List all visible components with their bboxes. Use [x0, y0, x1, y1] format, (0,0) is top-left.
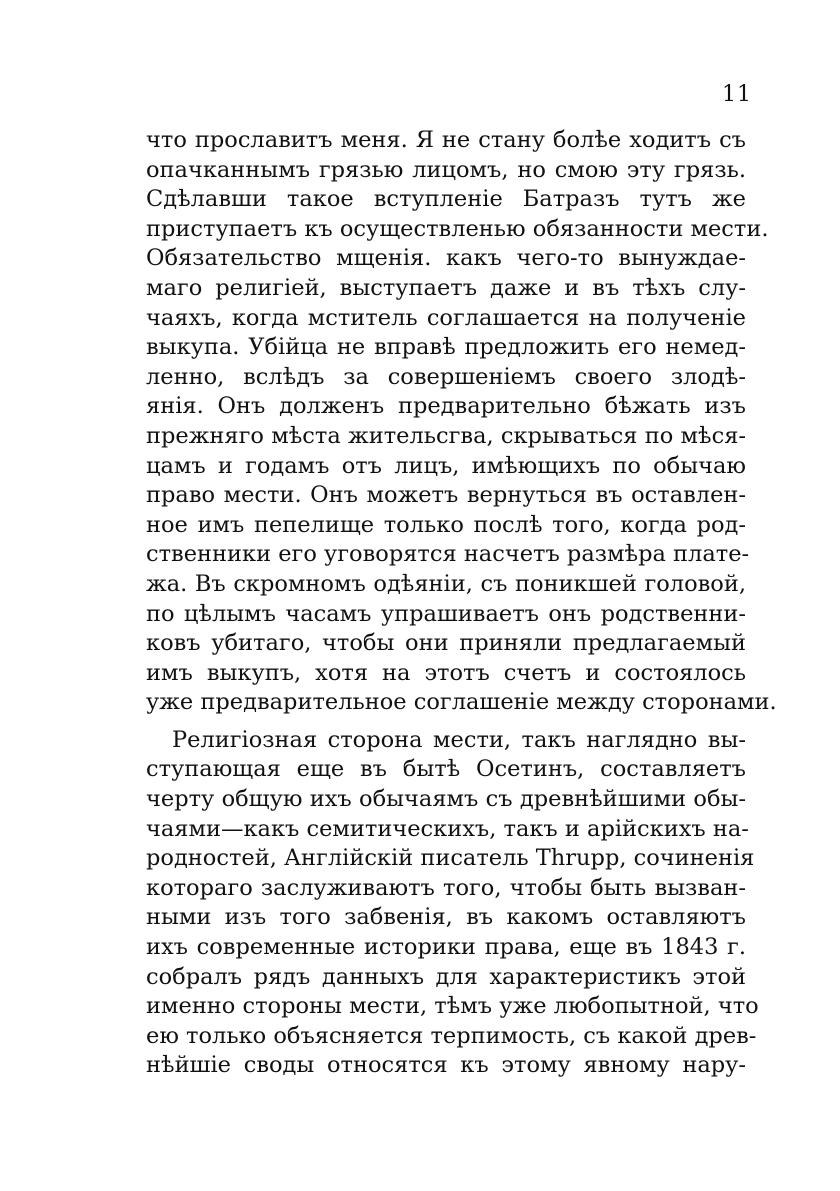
text-line: по цѣлымъ часамъ упрашиваетъ онъ родственни- [146, 600, 746, 627]
paragraph-2 [146, 726, 759, 1081]
text-line: ленно, вслѣдъ за совершеніемъ своего злодѣ- [146, 363, 746, 390]
text-line: собралъ рядъ данныхъ для характеристикъ этой [146, 963, 746, 990]
text-line: цамъ и годамъ отъ лицъ, имѣющихъ по обычаю [146, 452, 746, 479]
text-line: ступающая еще въ бытѣ Осетинъ, составляетъ [146, 756, 746, 783]
text-line: выкупа. Убійца не вправѣ предложить его немед- [146, 334, 746, 361]
text-line: ственники его уговорятся насчетъ размѣра плате- [146, 541, 750, 568]
text-line: нѣйшіе своды относятся къ этому явному нару- [146, 1052, 746, 1079]
text-line: Религіозная сторона мести, такъ наглядно вы- [172, 726, 746, 753]
text-line: ихъ современные историки права, еще въ 1843 г. [146, 934, 746, 961]
text-line: ными изъ того забвенія, въ какомъ оставляютъ [146, 904, 746, 931]
text-line: родностей, Англійскій писатель Thrupp, сочиненія [146, 845, 755, 872]
text-line: жа. Въ скромномъ одѣяніи, съ поникшей головой, [146, 570, 746, 597]
text-line: уже предварительное соглашеніе между сторонами. [146, 689, 777, 716]
text-line: приступаетъ къ осуществленью обязанности мести. [146, 215, 769, 242]
text-line: ею только объясняется терпимость, съ какой древ- [146, 1022, 757, 1049]
text-line: именно стороны мести, тѣмъ уже любопытной, что [146, 993, 759, 1020]
body-text [146, 126, 777, 1081]
text-line: Обязательство мщенія. какъ чего-то вынуждае- [146, 245, 746, 272]
text-line: ное имъ пепелище только послѣ того, когда род- [146, 511, 746, 538]
text-line: котораго заслуживаютъ того, чтобы быть вызван- [146, 874, 746, 901]
text-line: чаяхъ, когда мститель соглашается на полученіе [146, 304, 746, 331]
text-line: что прославитъ меня. Я не стану болѣе ходитъ съ [146, 127, 746, 153]
paragraph-gap [146, 718, 746, 726]
text-line: имъ выкупъ, хотя на этотъ счетъ и состоялось [146, 659, 746, 686]
text-line: ковъ убитаго, чтобы они приняли предлагаемый [146, 630, 746, 657]
paragraph-1 [146, 126, 777, 718]
text-line: прежняго мѣста жительсгва, скрываться по мѣся- [146, 422, 746, 449]
text-line: Сдѣлавши такое вступленіе Батразъ тутъ же [146, 186, 746, 213]
text-line: право мести. Онъ можетъ вернуться въ оставлен- [146, 482, 746, 509]
text-line: опачканнымъ грязью лицомъ, но смою эту грязь. [146, 156, 746, 183]
text-line: янія. Онъ долженъ предварительно бѣжать изъ [146, 393, 746, 420]
page-number: 11 [722, 82, 752, 107]
text-line: чаями—какъ семитическихъ, такъ и арійскихъ на- [146, 815, 749, 842]
text-line: черту общую ихъ обычаямъ съ древнѣйшими обы- [146, 786, 746, 813]
text-line: маго религіей, выступаетъ даже и въ тѣхъ слу- [146, 274, 746, 301]
